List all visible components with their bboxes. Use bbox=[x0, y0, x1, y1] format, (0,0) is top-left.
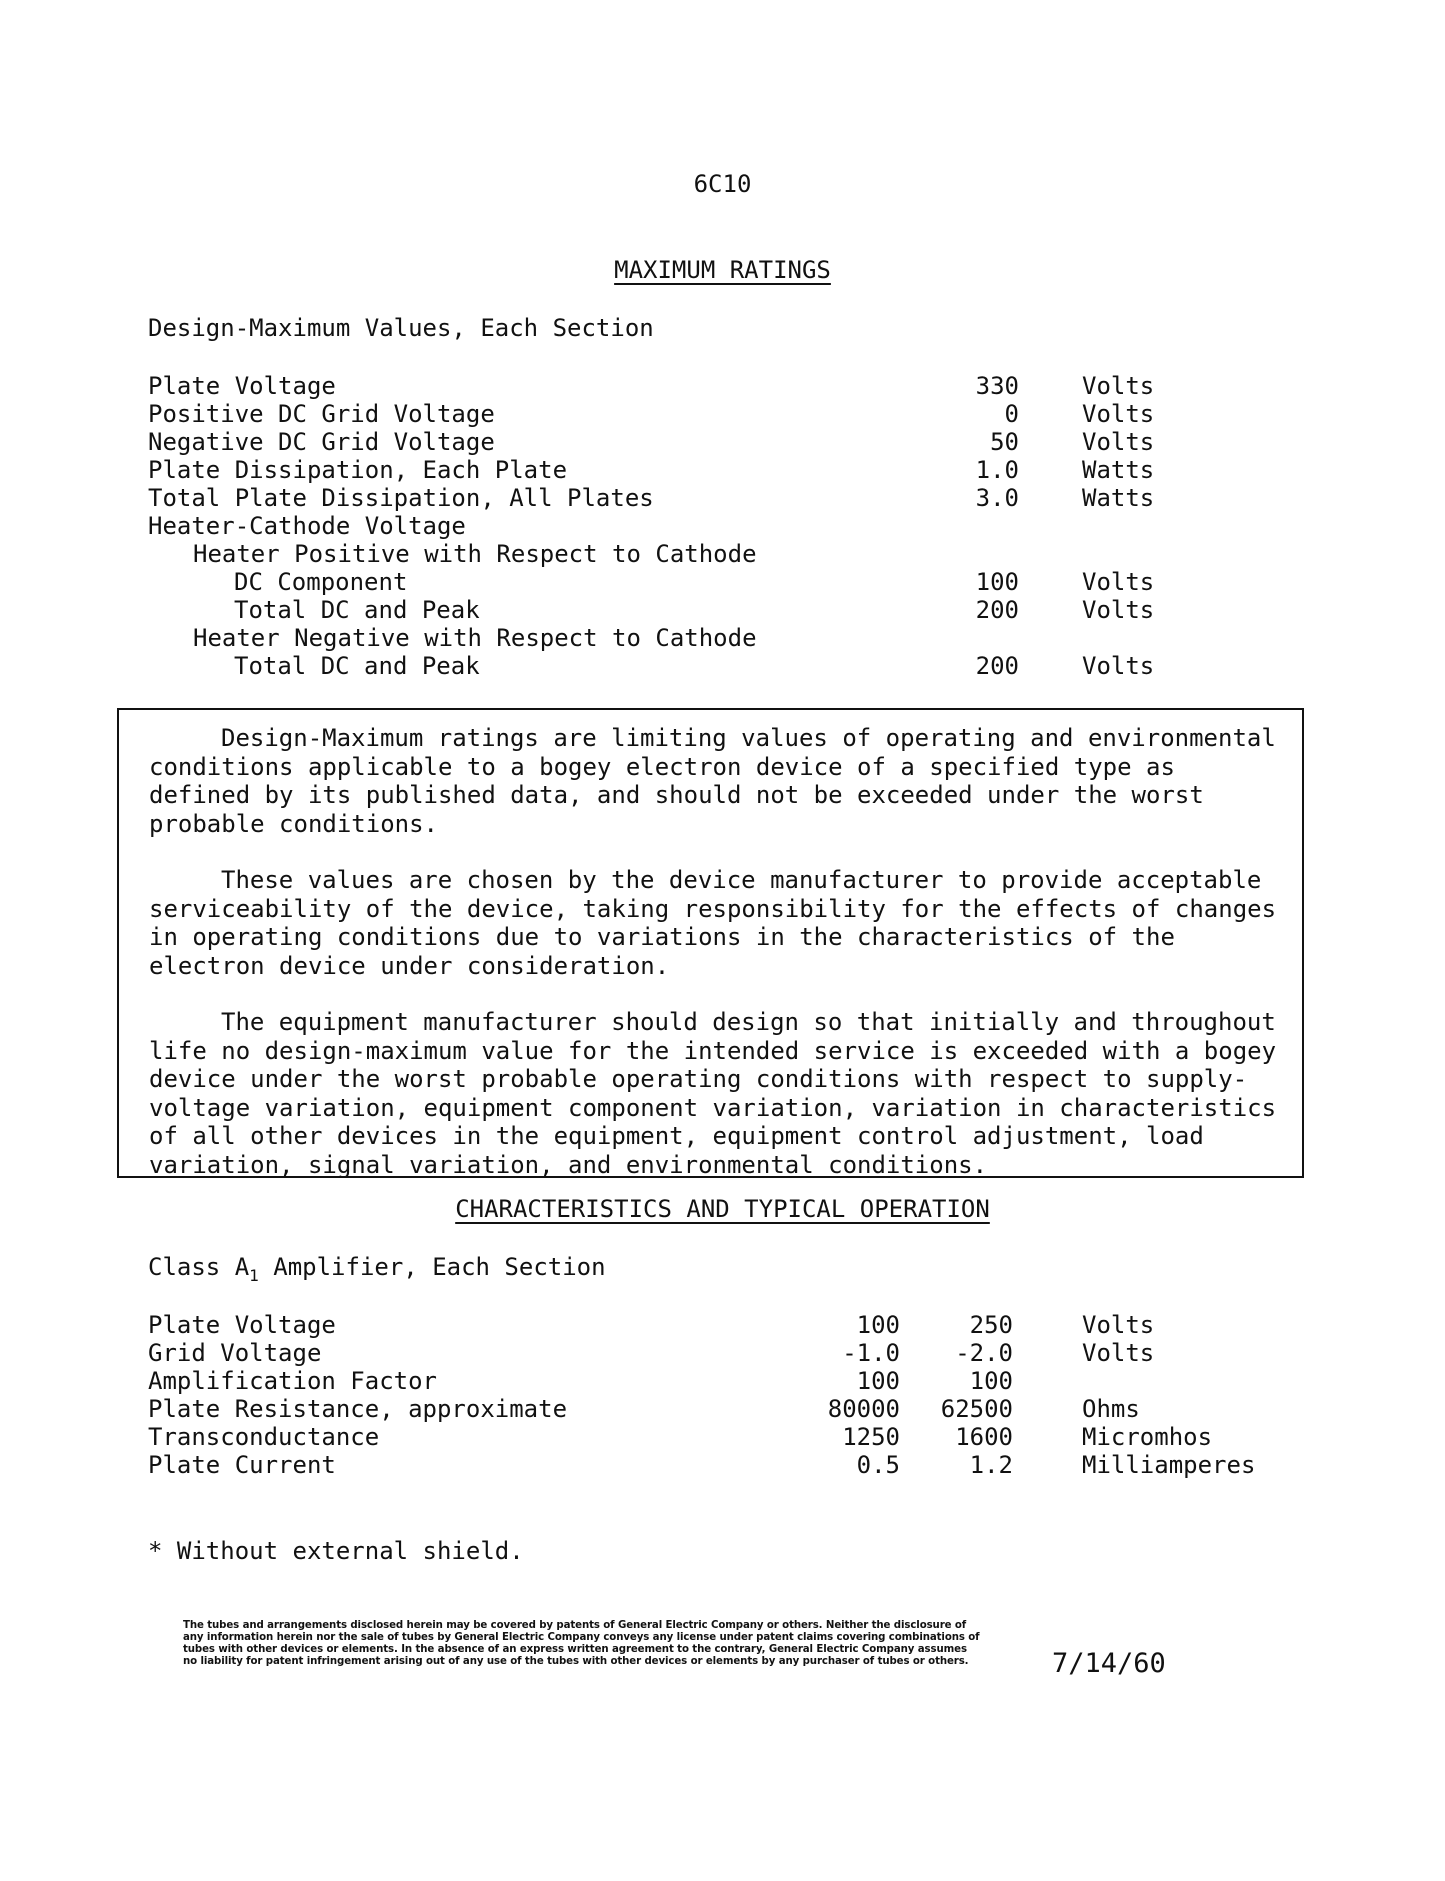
rating-value: 0 bbox=[1004, 400, 1019, 428]
max-ratings-heading: MAXIMUM RATINGS bbox=[614, 256, 831, 284]
rating-value: 3.0 bbox=[975, 484, 1019, 512]
characteristic-label: Plate Resistance, approximate bbox=[148, 1395, 568, 1423]
characteristic-value-col2: 62500 bbox=[940, 1395, 1013, 1423]
characteristic-label: Plate Voltage bbox=[148, 1311, 336, 1339]
characteristic-row bbox=[0, 1367, 1445, 1395]
rating-unit: Volts bbox=[1082, 652, 1155, 680]
characteristic-value-col2: 1600 bbox=[955, 1423, 1013, 1451]
rating-value: 200 bbox=[975, 652, 1019, 680]
definition-paragraph bbox=[149, 1008, 1289, 1180]
characteristic-value-col1: 0.5 bbox=[856, 1451, 900, 1479]
rating-row bbox=[0, 540, 1445, 568]
rating-value: 100 bbox=[975, 568, 1019, 596]
rating-unit: Watts bbox=[1082, 456, 1155, 484]
rating-row bbox=[0, 484, 1445, 512]
rating-row bbox=[0, 624, 1445, 652]
characteristics-subheading-suffix: Amplifier, Each Section bbox=[258, 1253, 606, 1281]
characteristic-value-col1: 1250 bbox=[842, 1423, 900, 1451]
rating-unit: Watts bbox=[1082, 484, 1155, 512]
characteristic-row bbox=[0, 1395, 1445, 1423]
characteristic-label: Amplification Factor bbox=[148, 1367, 437, 1395]
characteristics-subheading-prefix: Class A bbox=[148, 1253, 250, 1281]
rating-value: 1.0 bbox=[975, 456, 1019, 484]
characteristic-row bbox=[0, 1311, 1445, 1339]
page-number: 6C10 bbox=[693, 170, 752, 198]
characteristic-unit: Volts bbox=[1082, 1339, 1155, 1367]
characteristic-label: Grid Voltage bbox=[148, 1339, 322, 1367]
legal-notice: The tubes and arrangements disclosed herein may be covered by patents of General Electric Company or others. Neither the disclosure of any information herein nor the sale of tubes by General Electric Company conveys any license under patent claims covering combinations of tubes with other devices or elements. In the absence of an express written agreement to the contrary, General Electric Company assumes no liability for patent infringement arising out of any use of the tubes with other devices or elements by any purchaser of tubes or others. bbox=[183, 1620, 980, 1667]
rating-value: 200 bbox=[975, 596, 1019, 624]
definition-paragraph-text: Design-Maximum ratings are limiting values of operating and environmental conditions applicable to a bogey electron device of a specified type as defined by its published data, and should not be exceeded under the worst probable conditions. bbox=[149, 724, 1276, 838]
rating-label: Negative DC Grid Voltage bbox=[148, 428, 495, 456]
definition-paragraph bbox=[149, 724, 1289, 838]
characteristic-value-col1: 80000 bbox=[827, 1395, 900, 1423]
characteristic-row bbox=[0, 1423, 1445, 1451]
characteristics-heading: CHARACTERISTICS AND TYPICAL OPERATION bbox=[455, 1195, 990, 1223]
rating-value: 50 bbox=[990, 428, 1019, 456]
footnote: * Without external shield. bbox=[148, 1537, 524, 1565]
rating-label: Total DC and Peak bbox=[234, 652, 480, 680]
characteristic-unit: Micromhos bbox=[1082, 1423, 1213, 1451]
design-maximum-definition-box bbox=[117, 708, 1304, 1178]
characteristic-unit: Volts bbox=[1082, 1311, 1155, 1339]
characteristic-value-col1: 100 bbox=[856, 1311, 900, 1339]
characteristic-row bbox=[0, 1339, 1445, 1367]
characteristic-value-col2: 100 bbox=[969, 1367, 1013, 1395]
rating-unit: Volts bbox=[1082, 372, 1155, 400]
characteristic-label: Plate Current bbox=[148, 1451, 336, 1479]
rating-value: 330 bbox=[975, 372, 1019, 400]
characteristics-subheading-subscript: 1 bbox=[249, 1265, 259, 1285]
rating-label: Heater-Cathode Voltage bbox=[148, 512, 466, 540]
rating-row bbox=[0, 596, 1445, 624]
revision-date: 7/14/60 bbox=[1052, 1648, 1166, 1679]
characteristic-unit: Ohms bbox=[1082, 1395, 1140, 1423]
rating-row bbox=[0, 456, 1445, 484]
characteristic-value-col1: -1.0 bbox=[842, 1339, 900, 1367]
characteristic-value-col2: 1.2 bbox=[969, 1451, 1013, 1479]
rating-unit: Volts bbox=[1082, 428, 1155, 456]
characteristic-value-col2: -2.0 bbox=[955, 1339, 1013, 1367]
rating-label: Total DC and Peak bbox=[234, 596, 480, 624]
rating-row bbox=[0, 652, 1445, 680]
characteristic-row bbox=[0, 1451, 1445, 1479]
characteristic-value-col2: 250 bbox=[969, 1311, 1013, 1339]
rating-unit: Volts bbox=[1082, 568, 1155, 596]
definition-paragraph-text: These values are chosen by the device manufacturer to provide acceptable serviceability of the device, taking responsibility for the effects of changes in operating conditions due to variations in the characteristics of the electron device under consideration. bbox=[149, 866, 1277, 980]
rating-row bbox=[0, 428, 1445, 456]
rating-row bbox=[0, 568, 1445, 596]
rating-label: Plate Dissipation, Each Plate bbox=[148, 456, 568, 484]
characteristic-unit: Milliamperes bbox=[1082, 1451, 1256, 1479]
rating-label: DC Component bbox=[234, 568, 408, 596]
rating-label: Plate Voltage bbox=[148, 372, 336, 400]
rating-unit: Volts bbox=[1082, 596, 1155, 624]
rating-label: Total Plate Dissipation, All Plates bbox=[148, 484, 654, 512]
definition-paragraph bbox=[149, 866, 1289, 980]
max-ratings-subheading: Design-Maximum Values, Each Section bbox=[148, 314, 654, 342]
rating-unit: Volts bbox=[1082, 400, 1155, 428]
characteristic-value-col1: 100 bbox=[856, 1367, 900, 1395]
rating-row bbox=[0, 512, 1445, 540]
rating-row bbox=[0, 400, 1445, 428]
rating-label: Heater Positive with Respect to Cathode bbox=[193, 540, 757, 568]
characteristic-label: Transconductance bbox=[148, 1423, 380, 1451]
definition-paragraph-text: The equipment manufacturer should design so that initially and throughout life no design-maximum value for the intended service is exceeded with a bogey device under the worst probable operating conditions with respect to supply-voltage variation, equipment component variation, variation in characteristics of all other devices in the equipment, equipment control adjustment, load variation, signal variation, and environmental conditions. bbox=[149, 1008, 1277, 1179]
rating-label: Heater Negative with Respect to Cathode bbox=[193, 624, 757, 652]
characteristics-subheading bbox=[148, 1253, 606, 1290]
rating-label: Positive DC Grid Voltage bbox=[148, 400, 495, 428]
rating-row bbox=[0, 372, 1445, 400]
